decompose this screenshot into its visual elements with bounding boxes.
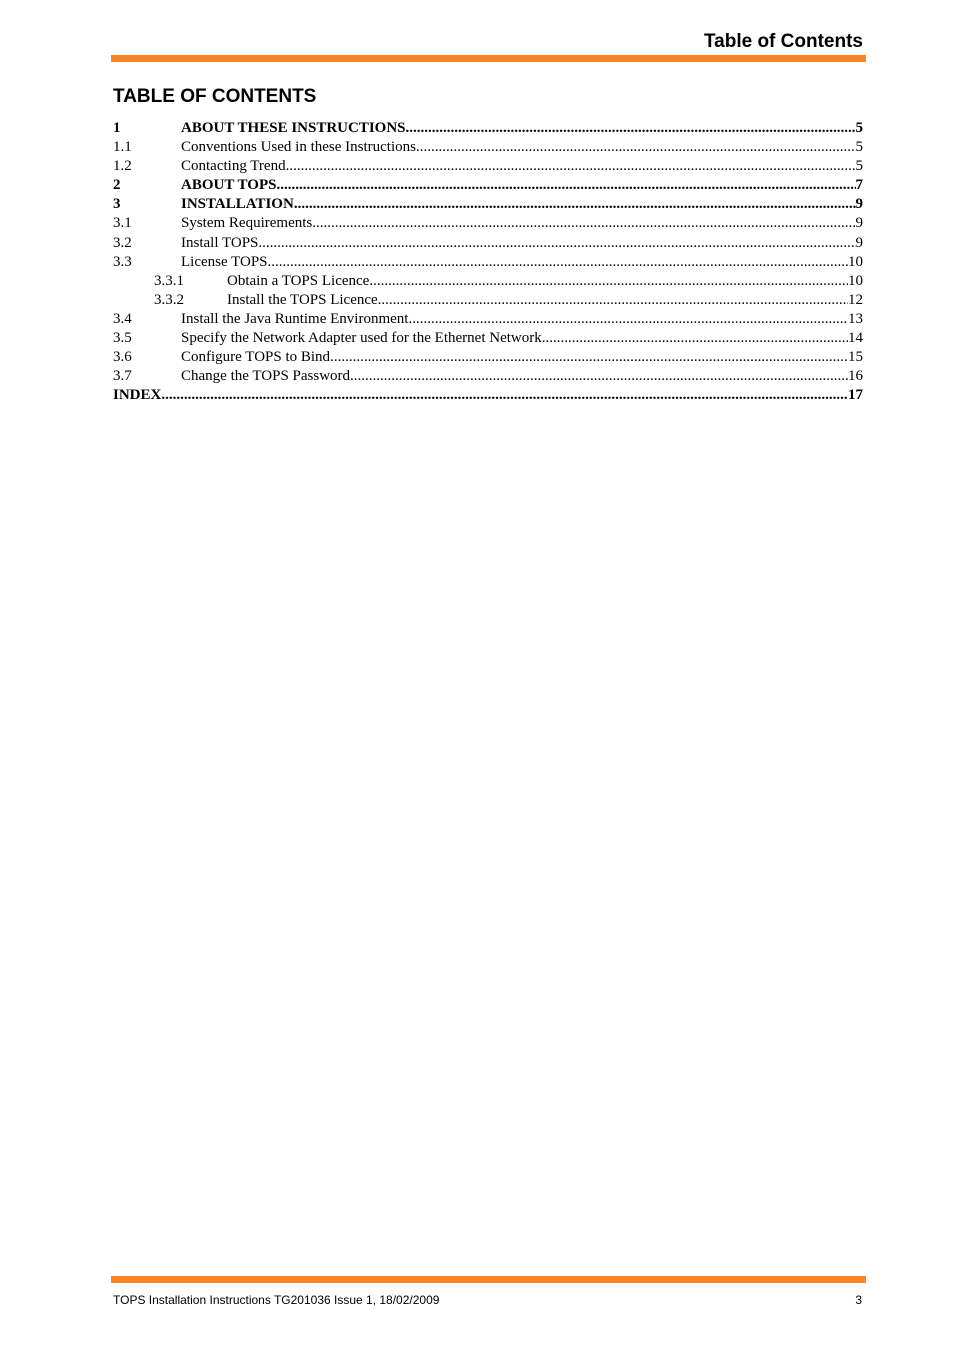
toc-entry[interactable] [113, 157, 863, 176]
toc-entry[interactable] [113, 310, 863, 329]
toc-entry-page: 15 [848, 349, 863, 366]
toc-dot-leader [369, 272, 848, 291]
toc-entry-number: 3.3 [113, 253, 132, 270]
toc-entry[interactable] [113, 119, 863, 138]
toc-entry-page: 10 [848, 253, 863, 270]
toc-entry-number: 3.5 [113, 330, 132, 347]
toc-entry-title: INSTALLATION [181, 196, 294, 213]
toc-dot-leader [294, 195, 856, 214]
toc-entry-page: 9 [855, 215, 863, 232]
toc-dot-leader [406, 119, 856, 138]
toc-dot-leader [416, 138, 856, 157]
toc-entry-page: 14 [848, 330, 863, 347]
toc-entry-page: 16 [848, 368, 863, 385]
toc-dot-leader [312, 214, 855, 233]
footer-page-number: 3 [855, 1293, 862, 1307]
footer-rule [111, 1276, 866, 1283]
toc-entry-title: Install the Java Runtime Environment [181, 310, 409, 327]
toc-entry-title: Change the TOPS Password [181, 368, 351, 385]
toc-dot-leader [542, 329, 848, 348]
toc-entry-title: Install TOPS [181, 234, 259, 251]
toc-entry-page: 13 [848, 310, 863, 327]
toc-dot-leader [258, 234, 855, 253]
toc-entry[interactable] [113, 348, 863, 367]
toc-entry[interactable] [113, 176, 863, 195]
toc-entry-number: 3.7 [113, 368, 132, 385]
toc-entry-number: 3.1 [113, 215, 132, 232]
toc-entry[interactable] [113, 272, 863, 291]
toc-entry-page: 5 [855, 139, 863, 156]
toc-entry-page: 9 [855, 196, 863, 213]
toc-list [113, 119, 863, 405]
footer-document-info: TOPS Installation Instructions TG201036 Issue 1, 18/02/2009 [113, 1293, 440, 1307]
toc-entry-title: Obtain a TOPS Licence [227, 272, 370, 289]
toc-entry-page: 10 [848, 272, 863, 289]
toc-entry-number: 3.3.2 [154, 291, 184, 308]
toc-entry-title: Specify the Network Adapter used for the Ethernet Network [181, 330, 542, 347]
running-header-title: Table of Contents [703, 31, 863, 52]
toc-entry-title: ABOUT TOPS [181, 177, 277, 194]
toc-entry-page: 5 [855, 120, 863, 136]
toc-entry-title: System Requirements [181, 215, 313, 232]
toc-entry-number: 1.2 [113, 158, 132, 175]
toc-entry[interactable] [113, 138, 863, 157]
toc-dot-leader [330, 348, 848, 367]
toc-entry-number: 1.1 [113, 139, 132, 156]
toc-entry-number: 3.2 [113, 234, 132, 251]
toc-entry[interactable] [113, 214, 863, 233]
toc-entry[interactable] [113, 329, 863, 348]
toc-entry-page: 17 [848, 387, 863, 404]
toc-entry-page: 5 [855, 158, 863, 175]
header-rule [111, 55, 866, 62]
toc-entry-number: 1 [113, 120, 121, 136]
toc-entry-page: 7 [855, 177, 863, 194]
toc-entry-title: INDEX [113, 387, 162, 404]
toc-entry-title: ABOUT THESE INSTRUCTIONS [181, 120, 406, 136]
toc-entry-title: Conventions Used in these Instructions [181, 139, 416, 156]
toc-entry-number: 2 [113, 177, 121, 194]
toc-dot-leader [276, 176, 855, 195]
toc-entry[interactable] [113, 367, 863, 386]
toc-heading: TABLE OF CONTENTS [113, 86, 317, 107]
toc-entry-title: Install the TOPS Licence [227, 291, 378, 308]
toc-entry-page: 12 [848, 291, 863, 308]
toc-dot-leader [378, 291, 848, 310]
toc-entry[interactable] [113, 253, 863, 272]
toc-dot-leader [161, 386, 848, 405]
toc-entry-title: License TOPS [181, 253, 268, 270]
toc-entry-page: 9 [855, 234, 863, 251]
toc-entry-number: 3.4 [113, 310, 132, 327]
toc-entry-number: 3.6 [113, 349, 132, 366]
toc-dot-leader [350, 367, 848, 386]
toc-entry[interactable] [113, 234, 863, 253]
toc-entry[interactable] [113, 386, 863, 405]
toc-entry[interactable] [113, 291, 863, 310]
toc-entry[interactable] [113, 195, 863, 214]
toc-dot-leader [286, 157, 856, 176]
toc-entry-number: 3.3.1 [154, 272, 184, 289]
toc-dot-leader [268, 253, 848, 272]
toc-entry-title: Contacting Trend [181, 158, 286, 175]
toc-entry-number: 3 [113, 196, 121, 213]
toc-entry-title: Configure TOPS to Bind [181, 349, 331, 366]
toc-dot-leader [408, 310, 848, 329]
